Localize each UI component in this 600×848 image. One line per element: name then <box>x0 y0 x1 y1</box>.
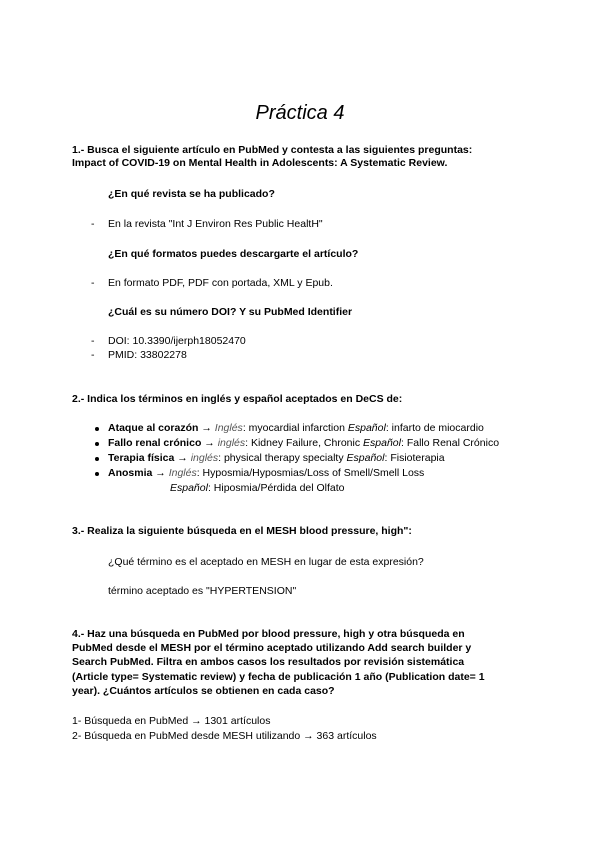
q3-answer: término aceptado es "HYPERTENSION" <box>108 585 297 597</box>
q1-sub2-dash: - <box>91 277 95 289</box>
q2-heading: 2.- Indica los términos en inglés y español aceptados en DeCS de: <box>72 393 403 405</box>
q3-heading: 3.- Realiza la siguiente búsqueda en el MESH blood pressure, high": <box>72 525 412 537</box>
q1-pmid-answer: PMID: 33802278 <box>108 349 187 361</box>
q4-heading-line2: PubMed desde el MESH por el término aceptado utilizando Add search builder y <box>72 642 472 654</box>
q1-sub3-dash2: - <box>91 349 95 361</box>
bullet-icon <box>95 442 99 446</box>
q4-heading-line4: (Article type= Systematic review) y fecha de publicación 1 año (Publication date= 1 <box>72 671 485 683</box>
bullet-icon <box>95 472 99 476</box>
q1-heading-line1: 1.- Busca el siguiente artículo en PubMed y contesta a las siguientes preguntas: <box>72 144 473 156</box>
q4-heading-line1: 4.- Haz una búsqueda en PubMed por blood pressure, high y otra búsqueda en <box>72 628 465 640</box>
q1-sub3-question: ¿Cuál es su número DOI? Y su PubMed Identifier <box>108 306 353 318</box>
q2-item-heart-attack: Ataque al corazón → Inglés: myocardial infarction Español: infarto de miocardio <box>108 422 484 434</box>
q2-item-anosmia: Anosmia → Inglés: Hyposmia/Hyposmias/Loss of Smell/Smell Loss <box>108 467 425 479</box>
q4-heading-line5: year). ¿Cuántos artículos se obtienen en cada caso? <box>72 685 335 697</box>
q4-answer1: 1- Búsqueda en PubMed → 1301 artículos <box>72 715 271 727</box>
page-title: Práctica 4 <box>255 102 345 124</box>
q1-sub1-question: ¿En qué revista se ha publicado? <box>108 188 275 200</box>
q2-item-physical-therapy: Terapia física → inglés: physical therapy specialty Español: Fisioterapia <box>108 452 445 464</box>
q1-sub1-dash: - <box>91 218 95 230</box>
bullet-icon <box>95 457 99 461</box>
q1-sub2-question: ¿En qué formatos puedes descargarte el artículo? <box>108 248 359 260</box>
q1-sub1-answer: En la revista "Int J Environ Res Public HealtH" <box>108 218 323 230</box>
q1-doi-answer: DOI: 10.3390/ijerph18052470 <box>108 335 246 347</box>
q1-heading-line2: Impact of COVID-19 on Mental Health in Adolescents: A Systematic Review. <box>72 157 448 169</box>
q3-question: ¿Qué término es el aceptado en MESH en lugar de esta expresión? <box>108 556 424 568</box>
q1-sub3-dash1: - <box>91 335 95 347</box>
q1-sub2-answer: En formato PDF, PDF con portada, XML y Epub. <box>108 277 333 289</box>
bullet-icon <box>95 427 99 431</box>
q4-answer2: 2- Búsqueda en PubMed desde MESH utilizando → 363 artículos <box>72 730 377 742</box>
q2-item-anosmia-spanish: Español: Hiposmia/Pérdida del Olfato <box>170 482 345 494</box>
q4-heading-line3: Search PubMed. Filtra en ambos casos los resultados por revisión sistemática <box>72 656 465 668</box>
q2-item-renal-failure: Fallo renal crónico → inglés: Kidney Failure, Chronic Español: Fallo Renal Crónico <box>108 437 500 449</box>
